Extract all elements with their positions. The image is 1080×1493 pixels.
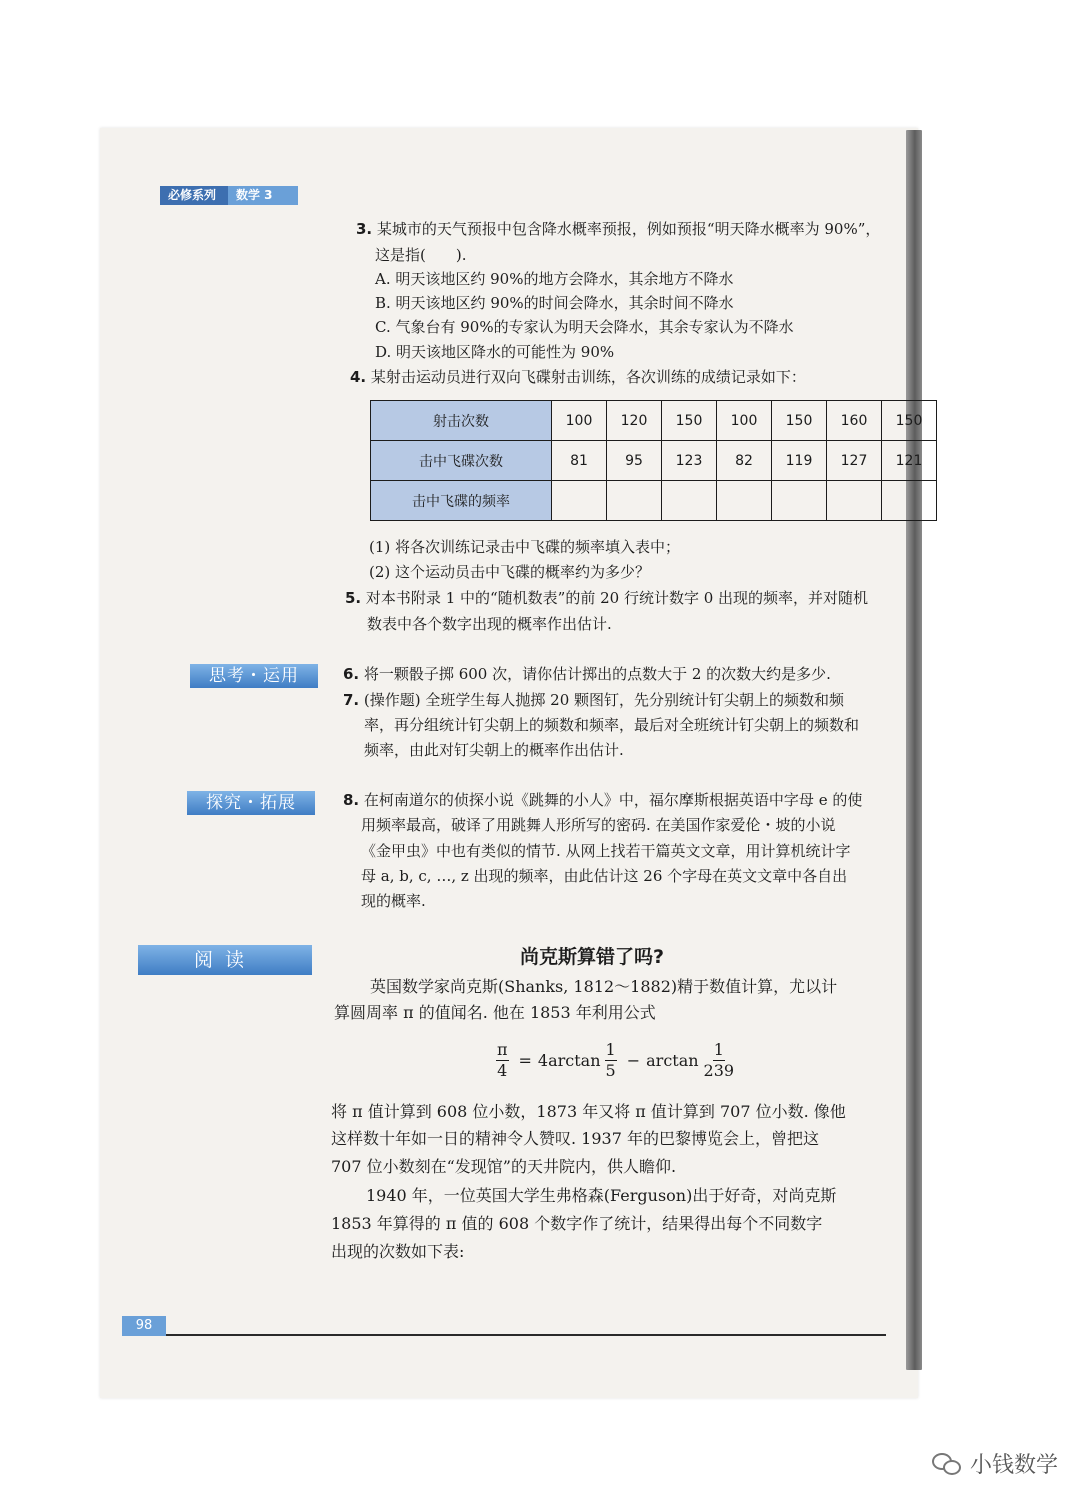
page-number: 98 xyxy=(122,1316,166,1336)
table-cell-empty xyxy=(662,481,717,521)
frac-numerator: π xyxy=(497,1040,508,1059)
reading-p3-line1: 1940 年，一位英国大学生弗格森(Ferguson)出于好奇，对尚克斯 xyxy=(366,1186,837,1205)
q8-line3: 《金甲虫》中也有类似的情节. 从网上找若干篇英文文章，用计算机统计字 xyxy=(361,842,851,860)
q8-line2: 用频率最高，破译了用跳舞人形所写的密码. 在美国作家爱伦・坡的小说 xyxy=(361,816,836,834)
table-cell-empty xyxy=(552,481,607,521)
footer-rule xyxy=(166,1334,886,1336)
q8-line1 xyxy=(343,789,862,811)
q5-line1-text: 对本书附录 1 中的“随机数表”的前 20 行统计数字 0 出现的频率，并对随机 xyxy=(365,589,869,607)
q6-line xyxy=(343,663,831,685)
row-label: 射击次数 xyxy=(371,401,552,441)
q6-text: 将一颗骰子掷 600 次，请你估计掷出的点数大于 2 的次数大约是多少. xyxy=(363,665,831,683)
q4-number: 4. xyxy=(350,368,367,386)
table-cell: 119 xyxy=(772,441,827,481)
table-cell-empty xyxy=(607,481,662,521)
q7-line2: 率，再分组统计钉尖朝上的频数和频率，最后对全班统计钉尖朝上的频数和 xyxy=(364,716,860,734)
q3-number: 3. xyxy=(356,220,373,238)
q7-line3: 频率，由此对钉尖朝上的概率作出估计. xyxy=(364,741,624,759)
table-cell: 82 xyxy=(717,441,772,481)
table-cell: 100 xyxy=(552,401,607,441)
q8-line4: 母 a, b, c, …, z 出现的频率，由此估计这 26 个字母在英文文章中各自出 xyxy=(361,867,848,885)
reading-p2-line1: 将 π 值计算到 608 位小数，1873 年又将 π 值计算到 707 位小数. 像他 xyxy=(331,1102,846,1121)
frac-numerator: 1 xyxy=(713,1040,724,1059)
q4-stem-text: 某射击运动员进行双向飞碟射击训练，各次训练的成绩记录如下： xyxy=(370,368,806,386)
reading-p2-line2: 这样数十年如一日的精神令人赞叹. 1937 年的巴黎博览会上，曾把这 xyxy=(331,1129,819,1148)
q3-stem1: 某城市的天气预报中包含降水概率预报，例如预报“明天降水概率为 90%”， xyxy=(376,220,881,238)
table-cell: 123 xyxy=(662,441,717,481)
q3-option-a: A. 明天该地区约 90%的地方会降水，其余地方不降水 xyxy=(375,270,734,288)
table-row xyxy=(371,481,937,521)
arctan-term2: arctan xyxy=(646,1051,699,1070)
table-cell: 127 xyxy=(827,441,882,481)
reading-p1-line1: 英国数学家尚克斯(Shanks, 1812～1882)精于数值计算，尤以计 xyxy=(370,977,838,996)
equals-sign: = xyxy=(518,1051,532,1070)
watermark-text: 小钱数学 xyxy=(969,1453,1058,1478)
table-cell-empty xyxy=(882,481,937,521)
section-think-apply: 思考・运用 xyxy=(190,664,318,688)
q7-number: 7. xyxy=(343,691,360,709)
fraction-pi-over-4 xyxy=(496,1040,509,1081)
q8-number: 8. xyxy=(343,791,360,809)
series-tag: 必修系列 xyxy=(160,186,238,205)
fraction-1-over-5 xyxy=(605,1040,617,1081)
section-explore-extend: 探究・拓展 xyxy=(187,791,315,815)
table-cell-empty xyxy=(772,481,827,521)
q3-stem-line1 xyxy=(356,218,880,240)
q5-line1 xyxy=(345,587,868,609)
q3-option-d: D. 明天该地区降水的可能性为 90% xyxy=(375,343,615,361)
q7-line1 xyxy=(343,689,844,711)
row-label: 击中飞碟的频率 xyxy=(371,481,552,521)
q4-sub1: (1) 将各次训练记录击中飞碟的频率填入表中； xyxy=(369,538,681,556)
frac-denominator: 4 xyxy=(497,1061,508,1080)
q5-number: 5. xyxy=(345,589,362,607)
frac-numerator: 1 xyxy=(605,1040,616,1059)
frac-denominator: 239 xyxy=(703,1061,735,1080)
frac-denominator: 5 xyxy=(605,1061,616,1080)
q5-line2: 数表中各个数字出现的概率作出估计. xyxy=(367,615,612,633)
arctan-term1: 4arctan xyxy=(537,1051,601,1070)
table-cell: 121 xyxy=(882,441,937,481)
minus-sign: − xyxy=(626,1051,641,1070)
q3-option-b: B. 明天该地区约 90%的时间会降水，其余时间不降水 xyxy=(375,294,734,312)
wechat-icon xyxy=(932,1453,962,1475)
q6-number: 6. xyxy=(343,665,360,683)
q3-stem-line2: 这是指( ). xyxy=(375,246,467,264)
reading-p1-line2: 算圆周率 π 的值闻名. 他在 1853 年利用公式 xyxy=(334,1003,656,1022)
machin-formula xyxy=(492,1040,739,1081)
reading-p2-line3: 707 位小数刻在“发现馆”的天井院内，供人瞻仰. xyxy=(331,1157,677,1176)
reading-p3-line2: 1853 年算得的 π 值的 608 个数字作了统计，结果得出每个不同数字 xyxy=(331,1214,823,1233)
table-cell-empty xyxy=(717,481,772,521)
page-edge-shadow xyxy=(906,130,922,1370)
reading-title: 尚克斯算错了吗? xyxy=(520,946,665,968)
table-cell: 150 xyxy=(662,401,717,441)
q4-stem xyxy=(350,366,806,388)
fraction-1-over-239 xyxy=(703,1040,736,1081)
subject-tag: 数学 3 xyxy=(228,186,298,205)
section-reading: 阅读 xyxy=(138,945,312,975)
q8-line5: 现的概率. xyxy=(361,892,426,910)
q4-sub2: (2) 这个运动员击中飞碟的概率约为多少？ xyxy=(369,563,651,581)
table-cell: 81 xyxy=(552,441,607,481)
table-cell: 160 xyxy=(827,401,882,441)
table-cell: 95 xyxy=(607,441,662,481)
q3-option-c: C. 气象台有 90%的专家认为明天会降水，其余专家认为不降水 xyxy=(375,318,794,336)
watermark xyxy=(932,1448,1058,1479)
table-cell: 100 xyxy=(717,401,772,441)
table-cell-empty xyxy=(827,481,882,521)
row-label: 击中飞碟次数 xyxy=(371,441,552,481)
table-cell: 150 xyxy=(772,401,827,441)
q7-line1-text: (操作题) 全班学生每人抛掷 20 颗图钉，先分别统计钉尖朝上的频数和频 xyxy=(363,691,845,709)
q8-line1-text: 在柯南道尔的侦探小说《跳舞的小人》中，福尔摩斯根据英语中字母 e 的使 xyxy=(363,791,863,809)
shooting-record-table xyxy=(370,400,937,521)
reading-p3-line3: 出现的次数如下表: xyxy=(331,1242,465,1261)
table-cell: 150 xyxy=(882,401,937,441)
table-cell: 120 xyxy=(607,401,662,441)
table-row xyxy=(371,401,937,441)
table-row xyxy=(371,441,937,481)
